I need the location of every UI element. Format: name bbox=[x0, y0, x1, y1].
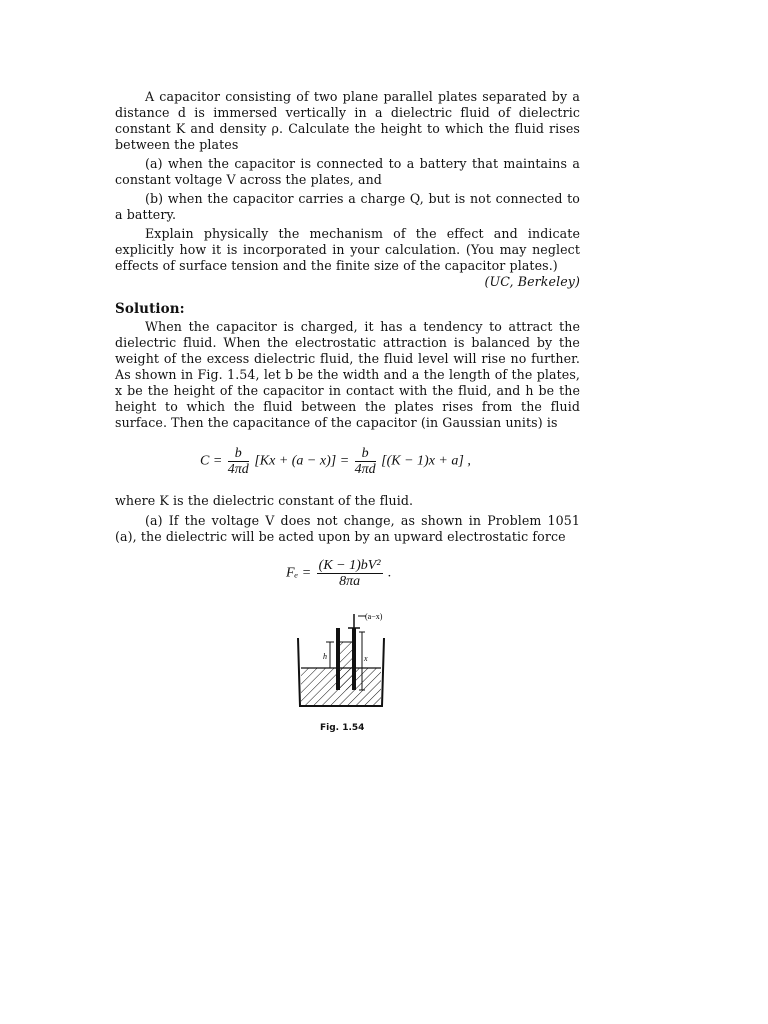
eq1-rhs: [(K − 1)x + a] , bbox=[381, 453, 471, 469]
force-equation bbox=[286, 558, 392, 589]
problem-explain: Explain physically the mechanism of the effect and indicate explicitly how it is incorporated in your calculation. (You may neglect effects of surface tension and the finite size of the capacitor plates.) bbox=[115, 226, 580, 273]
eq2-end: . bbox=[388, 565, 392, 581]
eq2-fraction bbox=[317, 558, 383, 589]
capacitor-figure bbox=[292, 608, 392, 713]
x-label: x bbox=[364, 654, 368, 663]
after-equation-block bbox=[115, 493, 580, 545]
problem-part-b: (b) when the capacitor carries a charge Q, but is not connected to a battery. bbox=[115, 191, 580, 222]
dielectric-note: where K is the dielectric constant of the fluid. bbox=[115, 493, 414, 508]
eq2-denominator: 8πa bbox=[339, 574, 361, 589]
eq1-fraction-2 bbox=[355, 446, 376, 477]
problem-paragraph: A capacitor consisting of two plane parallel plates separated by a distance d is immersed vertically in a dielectric fluid of dielectric constant K and density ρ. Calculate the height to which the fluid rises between the plates bbox=[115, 89, 580, 152]
capacitor-plate-right bbox=[352, 628, 356, 690]
eq2-lhs: Fₑ = bbox=[286, 565, 312, 581]
h-label: h bbox=[323, 652, 327, 661]
eq1-denominator-2: 4πd bbox=[354, 462, 376, 477]
eq1-lhs: C = bbox=[200, 453, 223, 469]
capacitor-plate-left bbox=[336, 628, 340, 690]
eq2-numerator: (K − 1)bV² bbox=[318, 558, 381, 573]
capacitance-equation bbox=[200, 446, 471, 477]
eq1-numerator-2: b bbox=[355, 446, 376, 462]
problem-part-a: (a) when the capacitor is connected to a battery that maintains a constant voltage V across the plates, and bbox=[115, 156, 580, 187]
eq1-numerator-1: b bbox=[228, 446, 249, 462]
eq1-middle: [Kx + (a − x)] = bbox=[254, 453, 350, 469]
top-label: (a−x) bbox=[365, 612, 383, 621]
solution-paragraph: When the capacitor is charged, it has a tendency to attract the dielectric fluid. When the electrostatic attraction is balanced by the weight of the excess dielectric fluid, the fluid level will rise no further. As shown in Fig. 1.54, let b be the width and a the length of the plates, x be the height of the capacitor in contact with the fluid, and h be the height to which the fluid between the plates rises from the fluid surface. Then the capacitance of the capacitor (in Gaussian units) is bbox=[115, 319, 580, 430]
problem-source: (UC, Berkeley) bbox=[484, 274, 580, 289]
eq1-fraction-1 bbox=[228, 446, 249, 477]
fluid-between-plates bbox=[340, 642, 352, 690]
problem-statement bbox=[115, 89, 580, 290]
solution-heading: Solution: bbox=[115, 301, 185, 317]
eq1-denominator-1: 4πd bbox=[227, 462, 249, 477]
solution-part-a: (a) If the voltage V does not change, as shown in Problem 1051 (a), the dielectric will be acted upon by an upward electrostatic force bbox=[115, 513, 580, 544]
figure-caption: Fig. 1.54 bbox=[320, 723, 365, 733]
solution-block bbox=[115, 301, 580, 431]
